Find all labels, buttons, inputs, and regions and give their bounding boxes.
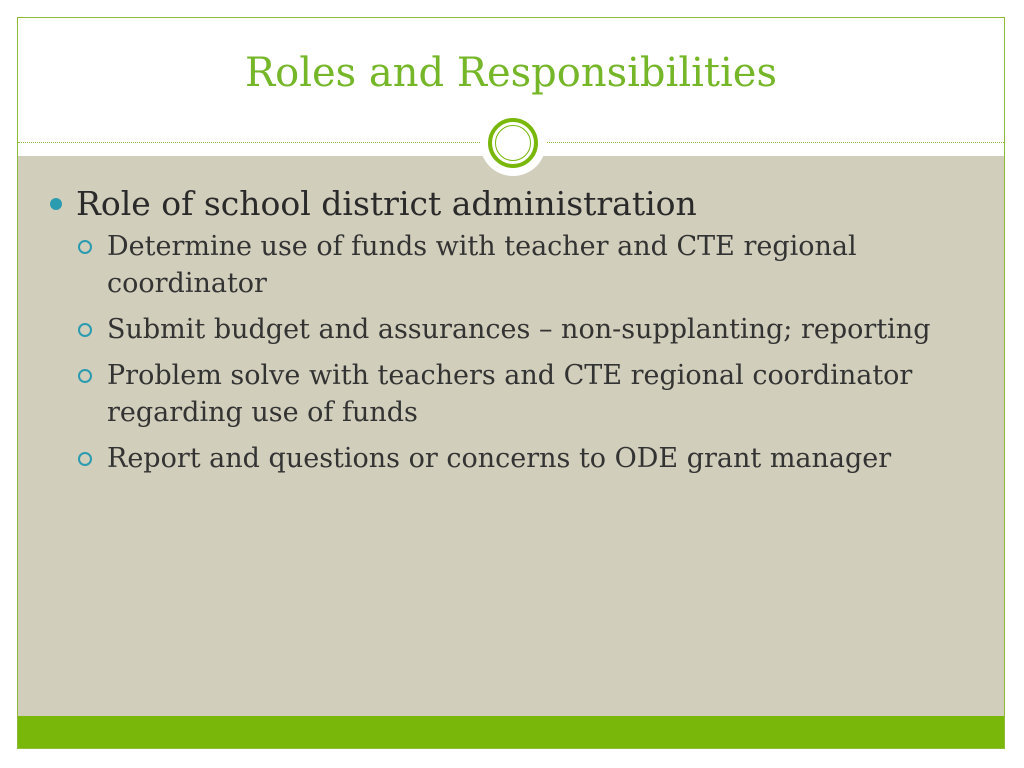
sub-bullet-text: Problem solve with teachers and CTE regional coordinator regarding use of funds [107, 360, 913, 428]
main-bullet-text: Role of school district administration [76, 184, 697, 223]
ring-outer [488, 118, 538, 168]
sub-bullet-text: Submit budget and assurances – non-supplanting; reporting [107, 314, 931, 345]
ring-inner [495, 125, 531, 161]
decorative-ring-icon [480, 110, 546, 176]
sub-bullet [76, 311, 976, 348]
bullet-list [46, 184, 976, 486]
footer-bar [18, 716, 1004, 749]
sub-bullet [76, 440, 976, 477]
hollow-circle-bullet-icon [78, 240, 92, 254]
sub-bullet [76, 228, 976, 302]
sub-bullet-text: Report and questions or concerns to ODE grant manager [107, 443, 892, 474]
hollow-circle-bullet-icon [78, 452, 92, 466]
sub-bullet [76, 357, 976, 431]
hollow-circle-bullet-icon [78, 369, 92, 383]
sub-bullet-list [76, 228, 976, 477]
hollow-circle-bullet-icon [78, 323, 92, 337]
filled-circle-bullet-icon [50, 198, 62, 210]
sub-bullet-text: Determine use of funds with teacher and CTE regional coordinator [107, 231, 857, 299]
main-bullet [46, 184, 976, 224]
slide [17, 17, 1005, 749]
slide-title: Roles and Responsibilities [245, 50, 777, 96]
